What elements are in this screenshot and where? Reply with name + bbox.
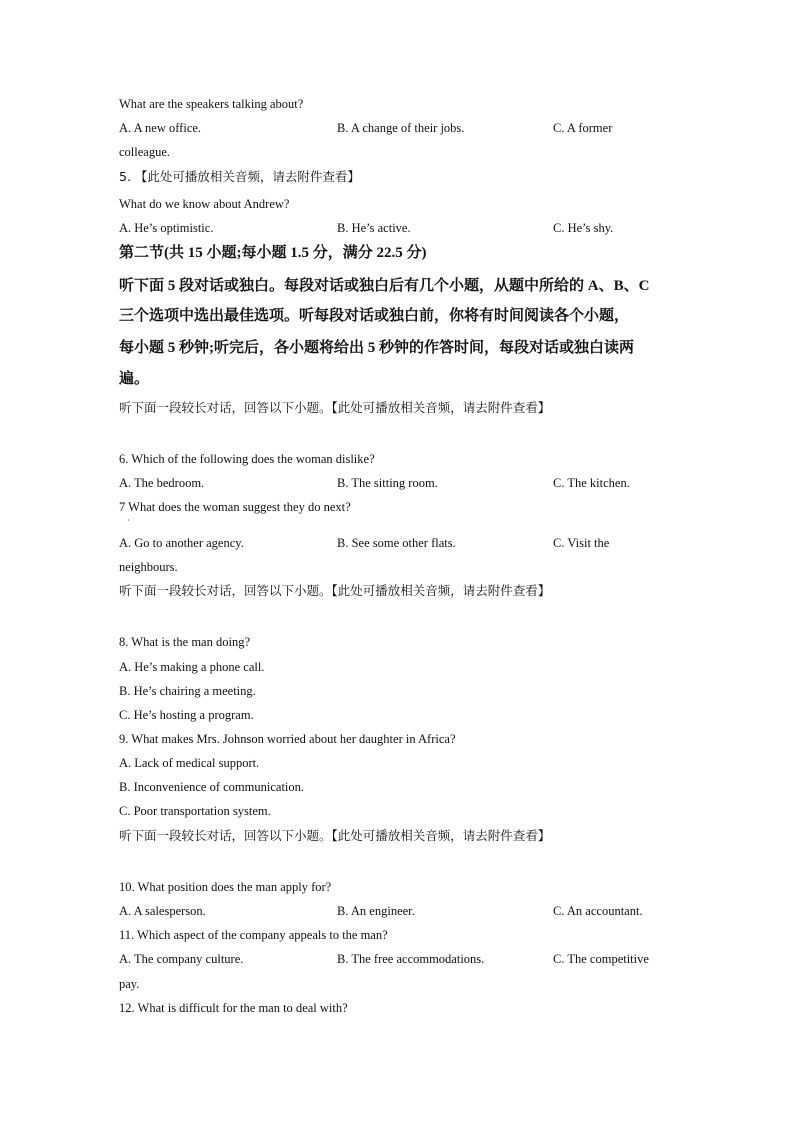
question-4-options xyxy=(0,120,794,136)
option-c-wrap: pay. xyxy=(119,977,140,991)
option-c: C. The competitive xyxy=(553,952,649,966)
option-b: B. The sitting room. xyxy=(337,476,438,490)
option-a: A. The company culture. xyxy=(119,952,244,966)
question-8-option-c: C. He’s hosting a program. xyxy=(119,708,254,722)
option-c-wrap: colleague. xyxy=(119,145,171,159)
question-4-stem: What are the speakers talking about? xyxy=(119,97,304,111)
option-c: C. He’s shy. xyxy=(553,221,614,235)
option-c: C. A former xyxy=(553,121,613,135)
option-a: A. A salesperson. xyxy=(119,904,206,918)
question-9-option-c: C. Poor transportation system. xyxy=(119,804,271,818)
option-a: A. Go to another agency. xyxy=(119,536,244,550)
option-a: A. A new office. xyxy=(119,121,202,135)
question-8-stem: 8. What is the man doing? xyxy=(119,635,250,649)
question-5-options xyxy=(0,220,794,236)
option-a: A. The bedroom. xyxy=(119,476,205,490)
option-c: C. Visit the xyxy=(553,536,610,550)
section-heading: 第二节(共 15 小题;每小题 1.5 分，满分 22.5 分) xyxy=(119,245,427,261)
question-7-options xyxy=(0,535,794,551)
instructions-line-3: 每小题 5 秒钟;听完后，各小题将给出 5 秒钟的作答时间，每段对话或独白读两 xyxy=(119,340,634,356)
question-8-option-b: B. He’s chairing a meeting. xyxy=(119,684,256,698)
question-6-options xyxy=(0,475,794,491)
instructions-line-2: 三个选项中选出最佳选项。听每段对话或独白前，你将有时间阅读各个小题， xyxy=(119,308,630,324)
dialog-intro-1[interactable]: 听下面一段较长对话，回答以下小题。【此处可播放相关音频，请去附件查看】 xyxy=(119,400,551,415)
option-b: B. See some other flats. xyxy=(337,536,456,550)
option-b: B. The free accommodations. xyxy=(337,952,485,966)
dialog-intro-2[interactable]: 听下面一段较长对话，回答以下小题。【此处可播放相关音频，请去附件查看】 xyxy=(119,583,551,598)
audio-link-q5[interactable]: 5. 【此处可播放相关音频，请去附件查看】 xyxy=(119,169,360,184)
question-9-option-a: A. Lack of medical support. xyxy=(119,756,260,770)
option-c-wrap: neighbours. xyxy=(119,560,178,574)
question-9-option-b: B. Inconvenience of communication. xyxy=(119,780,305,794)
question-10-options xyxy=(0,903,794,919)
question-8-option-a: A. He’s making a phone call. xyxy=(119,660,265,674)
instructions-line-4: 遍。 xyxy=(119,371,150,387)
option-b: B. An engineer. xyxy=(337,904,415,918)
question-6-stem: 6. Which of the following does the woman dislike? xyxy=(119,452,375,466)
instructions-line-1: 听下面 5 段对话或独白。每段对话或独白后有几个小题，从题中所给的 A、B、C xyxy=(119,278,650,294)
option-c: C. An accountant. xyxy=(553,904,643,918)
stray-dot: · xyxy=(127,516,130,525)
question-9-stem: 9. What makes Mrs. Johnson worried about her daughter in Africa? xyxy=(119,732,456,746)
question-12-stem: 12. What is difficult for the man to deal with? xyxy=(119,1001,348,1015)
dialog-intro-3[interactable]: 听下面一段较长对话，回答以下小题。【此处可播放相关音频，请去附件查看】 xyxy=(119,828,551,843)
question-10-stem: 10. What position does the man apply for? xyxy=(119,880,332,894)
option-a: A. He’s optimistic. xyxy=(119,221,214,235)
option-b: B. A change of their jobs. xyxy=(337,121,465,135)
question-11-options xyxy=(0,951,794,967)
question-11-stem: 11. Which aspect of the company appeals to the man? xyxy=(119,928,388,942)
question-5-stem: What do we know about Andrew? xyxy=(119,197,290,211)
option-b: B. He’s active. xyxy=(337,221,411,235)
question-7-stem: 7 What does the woman suggest they do next? xyxy=(119,500,351,514)
option-c: C. The kitchen. xyxy=(553,476,630,490)
